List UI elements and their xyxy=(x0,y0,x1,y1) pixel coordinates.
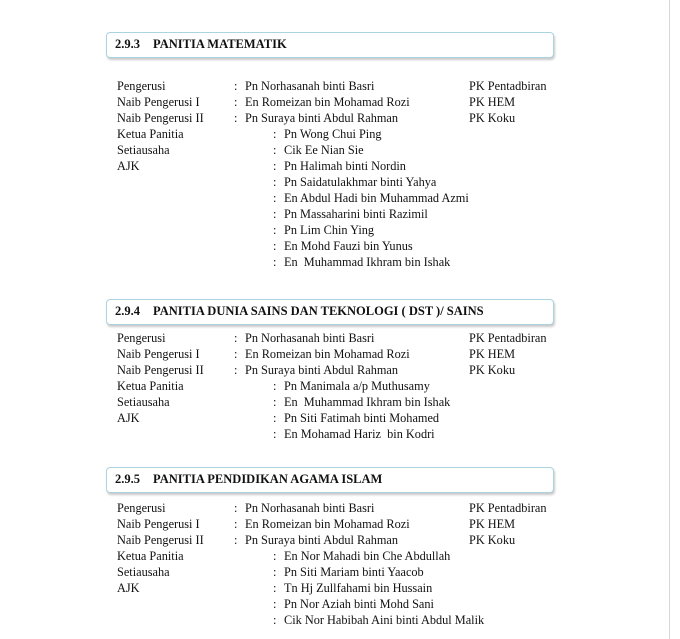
member-role: PK Pentadbiran xyxy=(469,331,547,345)
position-label: Ketua Panitia xyxy=(117,379,184,393)
section-number: 2.9.4 xyxy=(115,304,140,318)
member-name: Pn Suraya binti Abdul Rahman xyxy=(245,533,399,547)
section-header xyxy=(106,299,554,325)
separator-colon: : xyxy=(273,207,277,221)
section-number: 2.9.5 xyxy=(115,472,140,486)
member-name: En Muhammad Ikhram bin Ishak xyxy=(284,255,451,269)
section-title: PANITIA PENDIDIKAN AGAMA ISLAM xyxy=(153,472,383,486)
separator-colon: : xyxy=(273,597,277,611)
section-title: PANITIA MATEMATIK xyxy=(153,37,287,51)
member-role: PK HEM xyxy=(469,347,516,361)
member-role: PK Koku xyxy=(469,363,516,377)
member-name: Pn Nor Aziah binti Mohd Sani xyxy=(284,597,434,611)
member-role: PK Pentadbiran xyxy=(469,79,547,93)
position-label: Setiausaha xyxy=(117,143,170,157)
position-label: Naib Pengerusi II xyxy=(117,111,204,125)
member-name: Pn Lim Chin Ying xyxy=(284,223,375,237)
member-name: Pn Saidatulakhmar binti Yahya xyxy=(284,175,437,189)
member-name: Pn Norhasanah binti Basri xyxy=(245,501,375,515)
position-label: Pengerusi xyxy=(117,331,166,345)
separator-colon: : xyxy=(273,379,277,393)
separator-colon: : xyxy=(273,613,277,627)
member-name: En Mohamad Hariz bin Kodri xyxy=(284,427,435,441)
separator-colon: : xyxy=(234,347,238,361)
separator-colon: : xyxy=(234,79,238,93)
separator-colon: : xyxy=(273,255,277,269)
member-name: En Nor Mahadi bin Che Abdullah xyxy=(284,549,451,563)
member-name: Pn Norhasanah binti Basri xyxy=(245,79,375,93)
separator-colon: : xyxy=(234,111,238,125)
position-label: Pengerusi xyxy=(117,501,166,515)
member-role: PK Koku xyxy=(469,533,516,547)
position-label: Naib Pengerusi II xyxy=(117,363,204,377)
separator-colon: : xyxy=(273,581,277,595)
page-edge xyxy=(669,0,670,639)
separator-colon: : xyxy=(234,331,238,345)
separator-colon: : xyxy=(234,501,238,515)
position-label: AJK xyxy=(117,411,140,425)
member-name: Cik Ee Nian Sie xyxy=(284,143,364,157)
position-label: Naib Pengerusi I xyxy=(117,517,200,531)
separator-colon: : xyxy=(234,533,238,547)
separator-colon: : xyxy=(273,239,277,253)
member-name: Pn Siti Mariam binti Yaacob xyxy=(284,565,424,579)
member-name: En Romeizan bin Mohamad Rozi xyxy=(245,95,410,109)
position-label: Setiausaha xyxy=(117,565,170,579)
separator-colon: : xyxy=(273,143,277,157)
separator-colon: : xyxy=(273,127,277,141)
section-number: 2.9.3 xyxy=(115,37,140,51)
member-name: En Romeizan bin Mohamad Rozi xyxy=(245,347,410,361)
member-role: PK Pentadbiran xyxy=(469,501,547,515)
member-role: PK HEM xyxy=(469,517,516,531)
member-name: Pn Siti Fatimah binti Mohamed xyxy=(284,411,440,425)
separator-colon: : xyxy=(273,223,277,237)
section-header xyxy=(106,467,554,493)
separator-colon: : xyxy=(234,517,238,531)
position-label: Ketua Panitia xyxy=(117,549,184,563)
separator-colon: : xyxy=(234,95,238,109)
separator-colon: : xyxy=(273,191,277,205)
member-name: Pn Norhasanah binti Basri xyxy=(245,331,375,345)
separator-colon: : xyxy=(273,549,277,563)
separator-colon: : xyxy=(273,565,277,579)
separator-colon: : xyxy=(273,427,277,441)
position-label: Naib Pengerusi II xyxy=(117,533,204,547)
member-name: Pn Suraya binti Abdul Rahman xyxy=(245,111,399,125)
member-role: PK Koku xyxy=(469,111,516,125)
member-name: Pn Massaharini binti Razimil xyxy=(284,207,428,221)
separator-colon: : xyxy=(273,411,277,425)
position-label: Setiausaha xyxy=(117,395,170,409)
member-name: Pn Wong Chui Ping xyxy=(284,127,382,141)
member-name: Pn Manimala a/p Muthusamy xyxy=(284,379,430,393)
member-role: PK HEM xyxy=(469,95,516,109)
position-label: Pengerusi xyxy=(117,79,166,93)
member-name: En Abdul Hadi bin Muhammad Azmi xyxy=(284,191,469,205)
member-name: En Mohd Fauzi bin Yunus xyxy=(284,239,413,253)
separator-colon: : xyxy=(234,363,238,377)
member-name: Pn Halimah binti Nordin xyxy=(284,159,406,173)
section-header xyxy=(106,32,554,58)
member-name: En Romeizan bin Mohamad Rozi xyxy=(245,517,410,531)
separator-colon: : xyxy=(273,395,277,409)
separator-colon: : xyxy=(273,175,277,189)
member-name: Pn Suraya binti Abdul Rahman xyxy=(245,363,399,377)
member-name: Tn Hj Zullfahami bin Hussain xyxy=(284,581,433,595)
position-label: Ketua Panitia xyxy=(117,127,184,141)
member-name: Cik Nor Habibah Aini binti Abdul Malik xyxy=(284,613,485,627)
position-label: Naib Pengerusi I xyxy=(117,95,200,109)
position-label: Naib Pengerusi I xyxy=(117,347,200,361)
section-title: PANITIA DUNIA SAINS DAN TEKNOLOGI ( DST )/ SAINS xyxy=(153,304,484,318)
separator-colon: : xyxy=(273,159,277,173)
member-name: En Muhammad Ikhram bin Ishak xyxy=(284,395,451,409)
position-label: AJK xyxy=(117,581,140,595)
position-label: AJK xyxy=(117,159,140,173)
